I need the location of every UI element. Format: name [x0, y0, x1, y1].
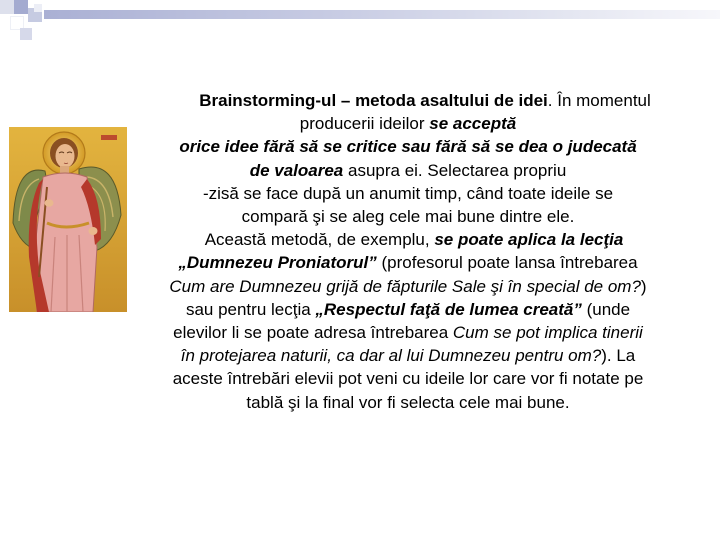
text-line: [116, 391, 700, 414]
text-run: ): [640, 276, 647, 296]
text-run: tablă şi la final vor fi selecta cele mai bune.: [246, 392, 570, 412]
text-line: [116, 205, 700, 228]
text-run: se acceptă: [429, 114, 517, 134]
text-run: ). La: [601, 346, 636, 366]
text-line: [116, 367, 700, 390]
text-line: [116, 159, 700, 182]
text-run: Cum se pot implica tinerii: [452, 323, 643, 343]
text-run: „Dumnezeu Proniatorul”: [178, 253, 377, 273]
text-line: [116, 344, 700, 367]
text-line: [116, 275, 700, 298]
text-run: -zisă se face după un anumit timp, când toate ideile se: [202, 183, 614, 203]
text-line: [116, 228, 700, 251]
corner-square: [20, 28, 32, 40]
text-run: compară şi se aleg cele mai bune dintre ele.: [241, 207, 575, 227]
text-run: Cum are Dumnezeu grijă de făpturile Sale şi în special de om?: [169, 276, 641, 296]
text-run: în protejarea naturii, ca dar al lui Dumnezeu pentru om?: [180, 346, 602, 366]
text-run: orice idee fără să se critice sau fără să se dea o judecată: [179, 137, 637, 157]
text-run: de valoarea: [249, 160, 344, 180]
corner-square: [14, 0, 28, 14]
paragraph-text: [116, 89, 700, 414]
text-run: producerii ideilor: [299, 114, 430, 134]
text-line: [116, 298, 700, 321]
text-run: asupra ei. Selectarea propriu: [343, 160, 567, 180]
text-run: elevilor li se poate adresa întrebarea: [173, 323, 453, 343]
corner-square: [34, 4, 42, 12]
text-run: se poate aplica la lecţia: [434, 230, 624, 250]
text-run: Această metodă, de exemplu,: [204, 230, 435, 250]
text-line: [116, 321, 700, 344]
text-line: [116, 112, 700, 135]
text-run: Brainstorming-ul – metoda asaltului de idei: [199, 91, 548, 110]
header-gradient-bar: [44, 10, 720, 19]
text-line: [116, 135, 700, 158]
text-run: (unde: [581, 299, 631, 319]
text-run: . În momentul: [547, 91, 651, 110]
text-run: aceste întrebări elevii pot veni cu ideile lor care vor fi notate pe: [172, 369, 644, 389]
text-run: (profesorul poate lansa întrebarea: [376, 253, 638, 273]
text-run: „Respectul faţă de lumea creată”: [315, 299, 582, 319]
angel-icon: [9, 127, 127, 312]
text-line: [116, 251, 700, 274]
text-line: [116, 182, 700, 205]
text-run: sau pentru lecţia: [185, 299, 316, 319]
text-line: [116, 89, 700, 112]
corner-square: [0, 0, 14, 14]
